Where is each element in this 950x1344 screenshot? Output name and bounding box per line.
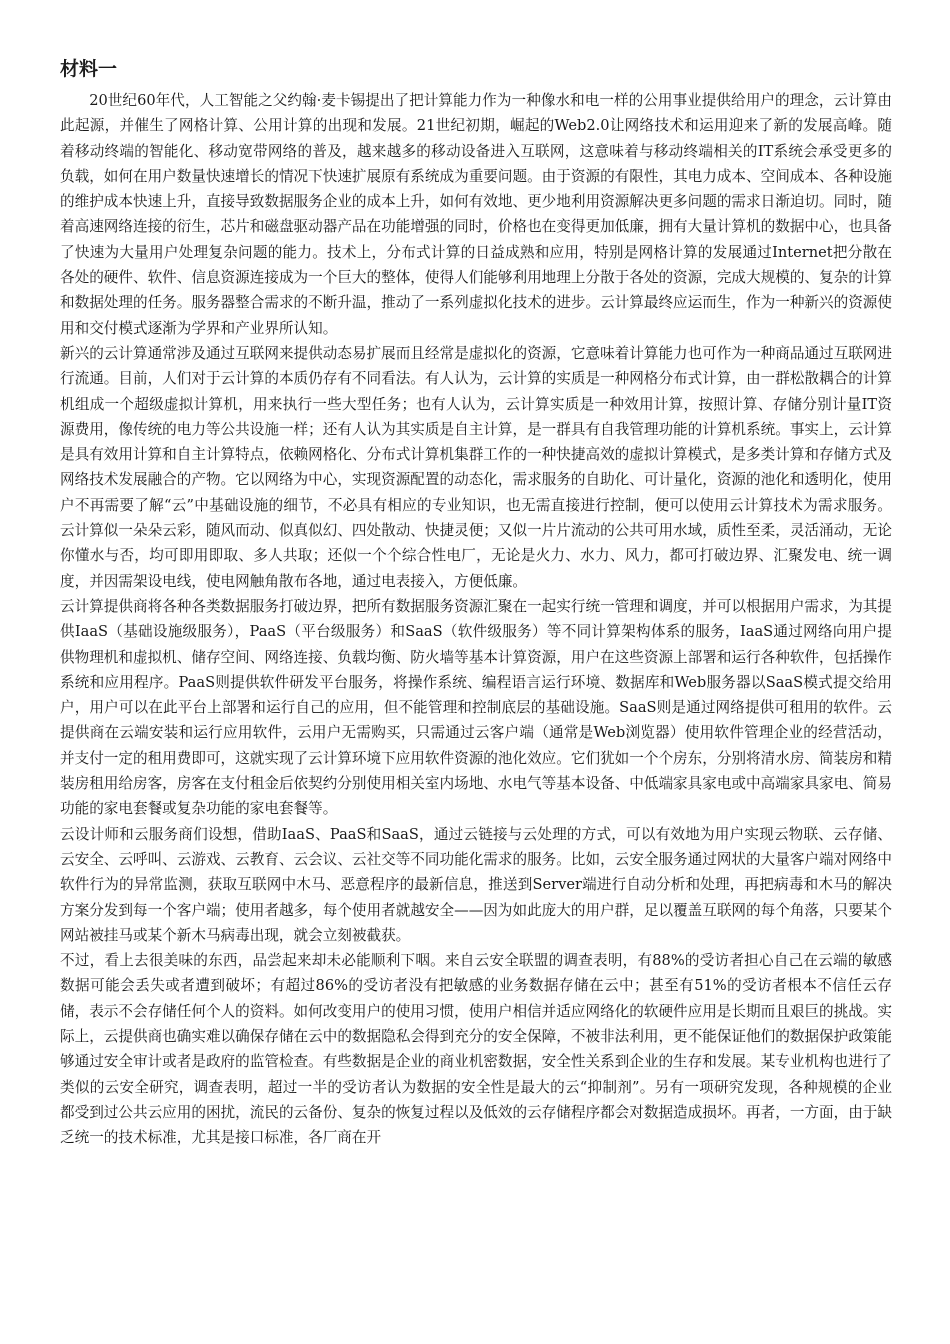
paragraph-definition: 新兴的云计算通常涉及通过互联网来提供动态易扩展而且经常是虚拟化的资源，它意味着计算能力也可作为一种商品通过互联网进行流通。目前，人们对于云计算的本质仍存有不同看法。有人认为，云计算的实质是一种网格分布式计算，由一群松散耦合的计算机组成一个超级虚拟计算机，用来执行一些大型任务；也有人认为，云计算实质是一种效用计算，按照计算、存储分别计量IT资源费用，像传统的电力等公共设施一样；还有人认为其实质是自主计算，是一群具有自我管理功能的计算机系统。事实上，云计算是具有效用计算和自主计算特点，依赖网格化、分布式计算机集群工作的一种快捷高效的虚拟计算模式，是多类计算和存储方式及网络技术发展融合的产物。它以网络为中心，实现资源配置的动态化，需求服务的自助化、可计量化，资源的池化和透明化，使用户不再需要了解“云”中基础设施的细节，不必具有相应的专业知识，也无需直接进行控制，便可以使用云计算技术为需求服务。云计算似一朵朵云彩，随风而动、似真似幻、四处散动、快捷灵便；又似一片片流动的公共可用水域，质性至柔，灵活涌动，无论你懂水与否，均可即用即取、多人共取；还似一个个综合性电厂，无论是火力、水力、风力，都可打破边界、汇聚发电、统一调度，并因需架设电线，使电网触角散布各地，通过电表接入，方便低廉。 (60, 344, 892, 590)
section-heading: 材料一 (60, 58, 118, 80)
paragraph-security-concerns: 不过，看上去很美味的东西，品尝起来却未必能顺利下咽。来自云安全联盟的调查表明，有88%的受访者担心自己在云端的敏感数据可能会丢失或者遭到破坏；有超过86%的受访者没有把敏感的业务数据存储在云中；甚至有51%的受访者根本不信任云存储，表示不会存储任何个人的资料。如何改变用户的使用习惯，使用户相信并适应网络化的软硬件应用是长期而且艰巨的挑战。实际上，云提供商也确实难以确保存储在云中的数据隐私会得到充分的安全保障，不被非法利用，更不能保证他们的数据保护政策能够通过安全审计或者是政府的监管检查。有些数据是企业的商业机密数据，安全性关系到企业的生存和发展。某专业机构也进行了类似的云安全研究，调查表明，超过一半的受访者认为数据的安全性是最大的云“抑制剂”。另有一项研究发现，各种规模的企业都受到过公共云应用的困扰，流民的云备份、复杂的恢复过程以及低效的云存储程序都会对数据造成损坏。再者，一方面，由于缺乏统一的技术标准，尤其是接口标准，各厂商在开 (60, 952, 892, 1147)
paragraph-origin: 20世纪60年代，人工智能之父约翰·麦卡锡提出了把计算能力作为一种像水和电一样的公用事业提供给用户的理念，云计算由此起源，并催生了网格计算、公用计算的出现和发展。21世纪初期，崛起的Web2.0让网络技术和运用迎来了新的发展高峰。随着移动终端的智能化、移动宽带网络的普及，越来越多的移动设备进入互联网，这意味着与移动终端相关的IT系统会承受更多的负载，如何在用户数量快速增长的情况下快速扩展原有系统成为重要问题。由于资源的有限性，其电力成本、空间成本、各种设施的维护成本快速上升，直接导致数据服务企业的成本上升，如何有效地、更少地利用资源解决更多问题的需求日渐迫切。同时，随着高速网络连接的衍生，芯片和磁盘驱动器产品在功能增强的同时，价格也在变得更加低廉，拥有大量计算机的数据中心，也具备了快速为大量用户处理复杂问题的能力。技术上，分布式计算的日益成熟和应用，特别是网格计算的发展通过Internet把分散在各处的硬件、软件、信息资源连接成为一个巨大的整体，使得人们能够利用地理上分散于各处的资源，完成大规模的、复杂的计算和数据处理的任务。服务器整合需求的不断升温，推动了一系列虚拟化技术的进步。云计算最终应运而生，作为一种新兴的资源使用和交付模式逐渐为学界和产业界所认知。 (60, 92, 892, 337)
document-page (60, 54, 892, 1150)
paragraph-applications: 云设计师和云服务商们设想，借助IaaS、PaaS和SaaS，通过云链接与云处理的方式，可以有效地为用户实现云物联、云存储、云安全、云呼叫、云游戏、云教育、云会议、云社交等不同功能化需求的服务。比如，云安全服务通过网状的大量客户端对网络中软件行为的异常监测，获取互联网中木马、恶意程序的最新信息，推送到Server端进行自动分析和处理，再把病毒和木马的解决方案分发到每一个客户端；使用者越多，每个使用者就越安全——因为如此庞大的用户群，足以覆盖互联网的每个角落，只要某个网站被挂马或某个新木马病毒出现，就会立刻被截获。 (60, 825, 892, 944)
paragraph-service-models: 云计算提供商将各种各类数据服务打破边界，把所有数据服务资源汇聚在一起实行统一管理和调度，并可以根据用户需求，为其提供IaaS（基础设施级服务），PaaS（平台级服务）和SaaS（软件级服务）等不同计算架构体系的服务，IaaS通过网络向用户提供物理机和虚拟机、储存空间、网络连接、负载均衡、防火墙等基本计算资源，用户在这些资源上部署和运行各种软件，包括操作系统和应用程序。PaaS则提供软件研发平台服务，将操作系统、编程语言运行环境、数据库和Web服务器以SaaS模式提交给用户，用户可以在此平台上部署和运行自己的应用，但不能管理和控制底层的基础设施。SaaS则是通过网络提供可租用的软件。云提供商在云端安装和运行应用软件，云用户无需购买，只需通过云客户端（通常是Web浏览器）使用软件管理企业的经营活动，并支付一定的租用费即可，这就实现了云计算环境下应用软件资源的池化效应。它们犹如一个个房东，分别将清水房、简装房和精装房租用给房客，房客在支付租金后依契约分别使用相关室内场地、水电气等基本设备、中低端家具家电或中高端家具家电、简易功能的家电套餐或复杂功能的家电套餐等。 (60, 597, 892, 818)
